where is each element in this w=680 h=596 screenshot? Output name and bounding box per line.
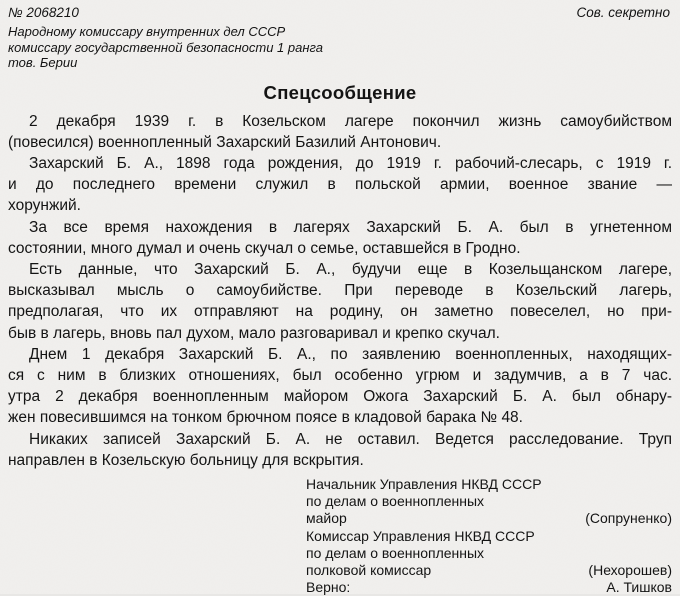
signature-row [306, 545, 672, 562]
signature-title: полковой комиссар [306, 561, 432, 578]
signature-title: по делам о военнопленных [306, 493, 485, 510]
signature-row [306, 579, 672, 596]
paragraph [8, 259, 672, 344]
paragraph [8, 217, 672, 259]
paragraph-line: и до последнего времени служил в польской армии, военное звание — [8, 176, 672, 194]
paragraph [8, 429, 672, 471]
signature-row [306, 562, 672, 579]
paragraph-line: (повесился) военнопленный Захарский Базилий Антонович. [8, 133, 442, 151]
document-header [8, 5, 672, 21]
paragraph-line: быв в лагерь, вновь пал духом, мало разговаривал и крепко скучал. [8, 324, 500, 342]
signature-title: Комиссар Управления НКВД СССР [306, 527, 535, 544]
signature-name: (Нехорошев) [588, 561, 672, 578]
signature-block [306, 476, 672, 596]
signature-certify-label: Верно: [306, 579, 351, 596]
signature-title: майор [306, 510, 347, 527]
addressee-block [8, 24, 672, 71]
paragraph-line: высказывал мысль о самоубийстве. При переводе в Козельский лагерь, [8, 282, 672, 300]
signature-title: Начальник Управления НКВД СССР [306, 475, 542, 492]
paragraph-line: Никаких записей Захарский Б. А. не оставил. Ведется расследование. Труп [29, 430, 672, 448]
addressee-line: Народному комиссару внутренних дел СССР [8, 24, 286, 39]
paragraph [8, 344, 672, 429]
paragraph-line: Есть данные, что Захарский Б. А., будучи еще в Козельщанском лагере, [29, 260, 672, 278]
doc-number: № 2068210 [8, 5, 79, 20]
signature-title: по делам о военнопленных [306, 544, 485, 561]
document-body [8, 111, 672, 471]
document-title: Спецсообщение [263, 81, 417, 103]
signature-row [306, 528, 672, 545]
paragraph-line: ся с ним в близких отношениях, был особенно угрюм и задумчив, а в 7 час. [8, 366, 672, 384]
signature-row [306, 476, 672, 493]
classification-stamp: Сов. секретно [576, 5, 670, 20]
paragraph [8, 153, 672, 217]
signature-row [306, 510, 672, 527]
addressee-line: тов. Берии [8, 55, 78, 70]
paragraph-line: состоянии, много думал и очень скучал о семье, оставшейся в Гродно. [8, 239, 521, 257]
paragraph-line: направлен в Козельскую больницу для вскрытия. [8, 451, 364, 469]
paragraph [8, 111, 672, 153]
paragraph-line: жен повесившимся на тонком брючном поясе в кладовой барака № 48. [8, 409, 523, 427]
paragraph-line: утра 2 декабря военнопленным майором Ожога Захарский Б. А. был обнару- [8, 388, 672, 406]
signature-name: А. Тишков [606, 579, 672, 596]
signature-row [306, 493, 672, 510]
paragraph-line: Днем 1 декабря Захарский Б. А., по заявлению военнопленных, находящих- [29, 345, 672, 363]
paragraph-line: хорунжий. [8, 197, 81, 215]
addressee-line: комиссару государственной безопасности 1 ранга [8, 39, 323, 55]
paragraph-line: 2 декабря 1939 г. в Козельском лагере покончил жизнь самоубийством [29, 112, 672, 130]
paragraph-line: Захарский Б. А., 1898 года рождения, до 1919 г. рабочий-слесарь, с 1919 г. [29, 154, 672, 172]
paragraph-line: предполагая, что их отправляют на родину, он заметно повеселел, но при- [8, 303, 672, 321]
signature-name: (Сопруненко) [585, 510, 672, 527]
paragraph-line: За все время нахождения в лагерях Захарский Б. А. был в угнетенном [29, 218, 672, 236]
